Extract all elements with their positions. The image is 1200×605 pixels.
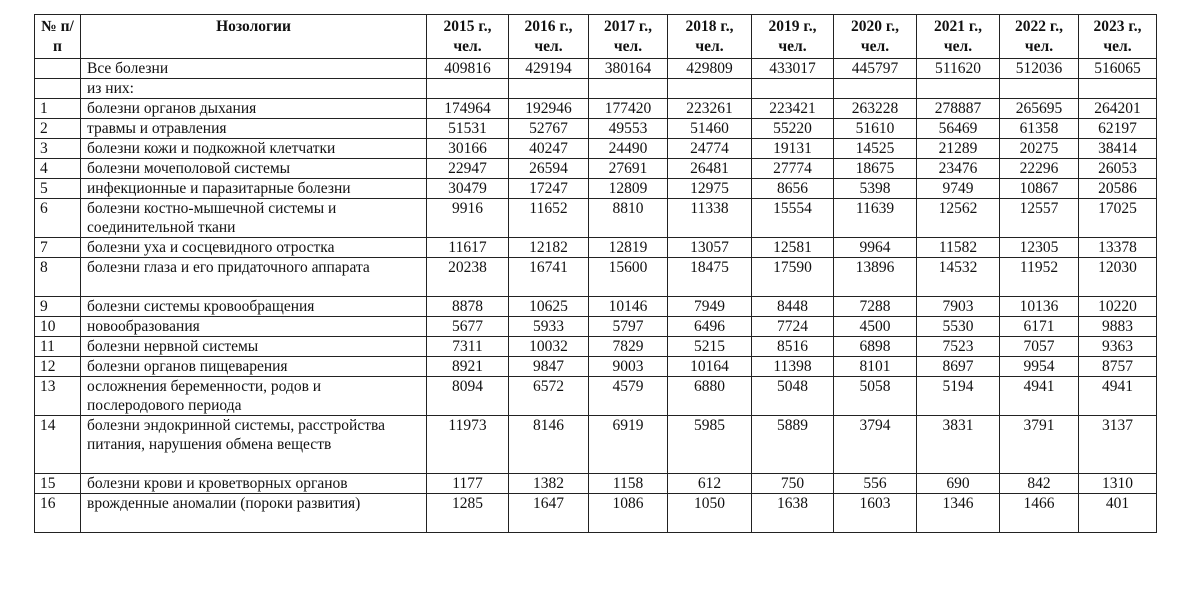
value-cell: 9749 [917,179,1000,199]
header-year: 2018 г., чел. [668,15,752,59]
value-cell: 5797 [589,317,668,337]
value-cell: 8516 [752,337,834,357]
morbidity-table [34,14,1157,533]
row-number [35,59,81,79]
value-cell: 11617 [427,238,509,258]
value-cell: 20238 [427,258,509,297]
table-row [35,337,1157,357]
value-cell: 9916 [427,199,509,238]
row-number: 4 [35,159,81,179]
value-cell: 5889 [752,416,834,474]
value-cell: 516065 [1079,59,1157,79]
value-cell: 19131 [752,139,834,159]
value-cell: 6496 [668,317,752,337]
value-cell: 26053 [1079,159,1157,179]
document-page [34,14,1156,533]
value-cell: 264201 [1079,99,1157,119]
value-cell: 10867 [1000,179,1079,199]
value-cell: 24774 [668,139,752,159]
value-cell: 14525 [834,139,917,159]
value-cell: 16741 [509,258,589,297]
value-cell: 5048 [752,377,834,416]
row-number: 16 [35,494,81,533]
value-cell: 4941 [1079,377,1157,416]
value-cell: 10032 [509,337,589,357]
table-row [35,317,1157,337]
value-cell: 433017 [752,59,834,79]
row-number: 1 [35,99,81,119]
table-row [35,79,1157,99]
value-cell: 612 [668,474,752,494]
value-cell: 12182 [509,238,589,258]
table-row [35,494,1157,533]
header-year: 2021 г., чел. [917,15,1000,59]
value-cell: 12581 [752,238,834,258]
value-cell: 6919 [589,416,668,474]
value-cell: 15554 [752,199,834,238]
value-cell: 7724 [752,317,834,337]
value-cell: 26481 [668,159,752,179]
value-cell: 13057 [668,238,752,258]
value-cell: 61358 [1000,119,1079,139]
nosology-name: болезни кожи и подкожной клетчатки [81,139,427,159]
value-cell: 22296 [1000,159,1079,179]
value-cell: 1647 [509,494,589,533]
value-cell: 4579 [589,377,668,416]
value-cell: 26594 [509,159,589,179]
value-cell [834,79,917,99]
value-cell: 15600 [589,258,668,297]
value-cell: 20586 [1079,179,1157,199]
table-row [35,99,1157,119]
value-cell: 11398 [752,357,834,377]
table-row [35,258,1157,297]
value-cell [1079,79,1157,99]
nosology-name: болезни костно-мышечной системы и соединительной ткани [81,199,427,238]
value-cell: 223261 [668,99,752,119]
nosology-name: болезни глаза и его придаточного аппарата [81,258,427,297]
value-cell: 7829 [589,337,668,357]
value-cell: 8697 [917,357,1000,377]
header-year: 2019 г., чел. [752,15,834,59]
value-cell: 8921 [427,357,509,377]
value-cell: 8101 [834,357,917,377]
value-cell: 842 [1000,474,1079,494]
value-cell: 13896 [834,258,917,297]
value-cell: 7288 [834,297,917,317]
header-year: 2023 г., чел. [1079,15,1157,59]
nosology-name: инфекционные и паразитарные болезни [81,179,427,199]
header-year: 2020 г., чел. [834,15,917,59]
value-cell: 5677 [427,317,509,337]
table-row [35,474,1157,494]
value-cell: 11973 [427,416,509,474]
value-cell: 9003 [589,357,668,377]
value-cell: 23476 [917,159,1000,179]
row-number [35,79,81,99]
nosology-name: болезни эндокринной системы, расстройства питания, нарушения обмена веществ [81,416,427,474]
value-cell: 6171 [1000,317,1079,337]
table-row [35,59,1157,79]
value-cell: 8656 [752,179,834,199]
value-cell: 11338 [668,199,752,238]
value-cell: 1466 [1000,494,1079,533]
value-cell: 30479 [427,179,509,199]
value-cell: 1177 [427,474,509,494]
value-cell: 8448 [752,297,834,317]
value-cell: 8810 [589,199,668,238]
value-cell: 380164 [589,59,668,79]
value-cell: 7903 [917,297,1000,317]
value-cell: 17247 [509,179,589,199]
value-cell: 5194 [917,377,1000,416]
row-number: 5 [35,179,81,199]
value-cell: 1158 [589,474,668,494]
value-cell: 12809 [589,179,668,199]
row-number: 11 [35,337,81,357]
value-cell: 1346 [917,494,1000,533]
value-cell: 9847 [509,357,589,377]
value-cell: 21289 [917,139,1000,159]
value-cell: 409816 [427,59,509,79]
row-number: 3 [35,139,81,159]
value-cell: 12562 [917,199,1000,238]
value-cell: 8878 [427,297,509,317]
value-cell: 1086 [589,494,668,533]
value-cell: 1050 [668,494,752,533]
table-row [35,159,1157,179]
value-cell: 7057 [1000,337,1079,357]
value-cell: 3831 [917,416,1000,474]
value-cell: 177420 [589,99,668,119]
value-cell [917,79,1000,99]
value-cell: 7311 [427,337,509,357]
value-cell [752,79,834,99]
value-cell: 6898 [834,337,917,357]
header-year: 2017 г., чел. [589,15,668,59]
value-cell: 445797 [834,59,917,79]
value-cell: 8757 [1079,357,1157,377]
table-row [35,199,1157,238]
nosology-name: Все болезни [81,59,427,79]
value-cell: 11639 [834,199,917,238]
table-row [35,179,1157,199]
value-cell: 18675 [834,159,917,179]
value-cell: 690 [917,474,1000,494]
value-cell: 20275 [1000,139,1079,159]
value-cell: 5398 [834,179,917,199]
value-cell: 5058 [834,377,917,416]
table-row [35,238,1157,258]
value-cell: 10136 [1000,297,1079,317]
value-cell: 14532 [917,258,1000,297]
value-cell: 265695 [1000,99,1079,119]
header-year: 2022 г., чел. [1000,15,1079,59]
value-cell: 49553 [589,119,668,139]
value-cell: 8146 [509,416,589,474]
header-nosology: Нозологии [81,15,427,59]
value-cell: 30166 [427,139,509,159]
value-cell: 56469 [917,119,1000,139]
header-year: 2016 г., чел. [509,15,589,59]
value-cell: 3791 [1000,416,1079,474]
row-number: 13 [35,377,81,416]
table-row [35,357,1157,377]
value-cell: 17590 [752,258,834,297]
value-cell: 18475 [668,258,752,297]
value-cell: 1603 [834,494,917,533]
nosology-name: новообразования [81,317,427,337]
row-number: 7 [35,238,81,258]
value-cell: 51610 [834,119,917,139]
value-cell: 174964 [427,99,509,119]
value-cell: 8094 [427,377,509,416]
value-cell: 7523 [917,337,1000,357]
nosology-name: болезни системы кровообращения [81,297,427,317]
value-cell: 12975 [668,179,752,199]
value-cell: 24490 [589,139,668,159]
value-cell: 10220 [1079,297,1157,317]
value-cell: 1638 [752,494,834,533]
value-cell: 4500 [834,317,917,337]
value-cell: 38414 [1079,139,1157,159]
value-cell: 1285 [427,494,509,533]
row-number: 12 [35,357,81,377]
value-cell: 5530 [917,317,1000,337]
value-cell: 192946 [509,99,589,119]
value-cell [1000,79,1079,99]
row-number: 10 [35,317,81,337]
table-row [35,139,1157,159]
value-cell: 13378 [1079,238,1157,258]
value-cell: 512036 [1000,59,1079,79]
nosology-name: болезни нервной системы [81,337,427,357]
value-cell [509,79,589,99]
value-cell [427,79,509,99]
value-cell [668,79,752,99]
value-cell: 11652 [509,199,589,238]
value-cell: 62197 [1079,119,1157,139]
value-cell: 27774 [752,159,834,179]
value-cell: 27691 [589,159,668,179]
nosology-name: болезни мочеполовой системы [81,159,427,179]
header-year: 2015 г., чел. [427,15,509,59]
value-cell: 5933 [509,317,589,337]
table-row [35,416,1157,474]
nosology-name: болезни органов дыхания [81,99,427,119]
nosology-name: осложнения беременности, родов и послеродового периода [81,377,427,416]
table-row [35,119,1157,139]
value-cell: 11952 [1000,258,1079,297]
value-cell: 10625 [509,297,589,317]
value-cell: 9954 [1000,357,1079,377]
value-cell: 1310 [1079,474,1157,494]
table-row [35,377,1157,416]
value-cell: 5985 [668,416,752,474]
value-cell [589,79,668,99]
row-number: 14 [35,416,81,474]
value-cell: 6880 [668,377,752,416]
row-number: 15 [35,474,81,494]
value-cell: 51460 [668,119,752,139]
value-cell: 55220 [752,119,834,139]
header-row [35,15,1157,59]
row-number: 2 [35,119,81,139]
value-cell: 10146 [589,297,668,317]
row-number: 8 [35,258,81,297]
value-cell: 22947 [427,159,509,179]
value-cell: 17025 [1079,199,1157,238]
value-cell: 9363 [1079,337,1157,357]
value-cell: 5215 [668,337,752,357]
row-number: 6 [35,199,81,238]
nosology-name: из них: [81,79,427,99]
nosology-name: травмы и отравления [81,119,427,139]
value-cell: 9964 [834,238,917,258]
value-cell: 3137 [1079,416,1157,474]
value-cell: 4941 [1000,377,1079,416]
nosology-name: болезни крови и кроветворных органов [81,474,427,494]
value-cell: 7949 [668,297,752,317]
value-cell: 401 [1079,494,1157,533]
nosology-name: болезни уха и сосцевидного отростка [81,238,427,258]
value-cell: 429809 [668,59,752,79]
value-cell: 12030 [1079,258,1157,297]
value-cell: 10164 [668,357,752,377]
value-cell: 51531 [427,119,509,139]
value-cell: 223421 [752,99,834,119]
header-no: № п/п [35,15,81,59]
value-cell: 52767 [509,119,589,139]
value-cell: 9883 [1079,317,1157,337]
value-cell: 6572 [509,377,589,416]
table-row [35,297,1157,317]
nosology-name: врожденные аномалии (пороки развития) [81,494,427,533]
value-cell: 278887 [917,99,1000,119]
nosology-name: болезни органов пищеварения [81,357,427,377]
value-cell: 750 [752,474,834,494]
value-cell: 263228 [834,99,917,119]
value-cell: 429194 [509,59,589,79]
value-cell: 40247 [509,139,589,159]
value-cell: 12557 [1000,199,1079,238]
value-cell: 556 [834,474,917,494]
row-number: 9 [35,297,81,317]
value-cell: 1382 [509,474,589,494]
value-cell: 12819 [589,238,668,258]
value-cell: 3794 [834,416,917,474]
value-cell: 511620 [917,59,1000,79]
value-cell: 12305 [1000,238,1079,258]
value-cell: 11582 [917,238,1000,258]
